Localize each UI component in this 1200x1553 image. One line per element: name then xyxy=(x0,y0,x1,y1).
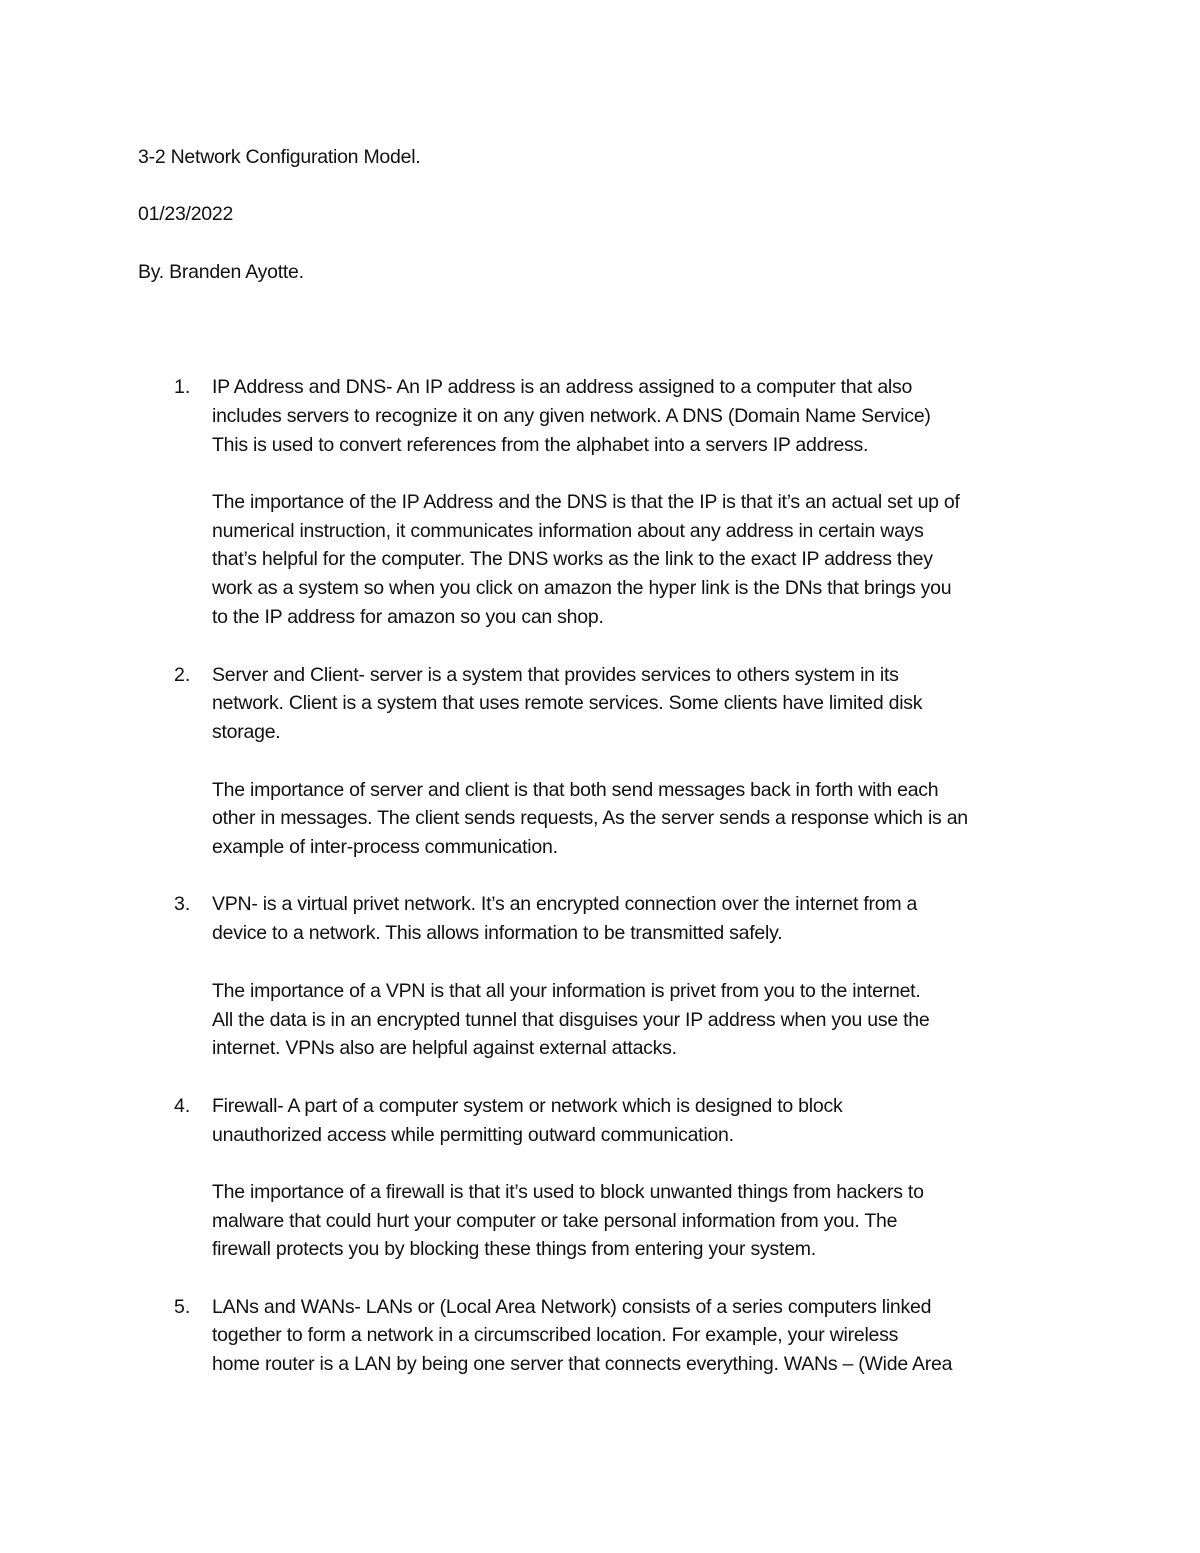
list-item-line: storage. xyxy=(212,721,281,743)
list-item-line: network. Client is a system that uses remote services. Some clients have limited disk xyxy=(212,692,923,714)
list-item-number: 5. xyxy=(174,1296,191,1318)
list-item-line: malware that could hurt your computer or take personal information from you. The xyxy=(212,1210,898,1232)
document-author: By. Branden Ayotte. xyxy=(138,261,304,283)
list-item-line: The importance of a VPN is that all your information is privet from you to the internet. xyxy=(212,980,921,1002)
list-item-line: Firewall- A part of a computer system or network which is designed to block xyxy=(212,1095,843,1117)
list-item-line: other in messages. The client sends requests, As the server sends a response which is an xyxy=(212,807,968,829)
list-item-line: All the data is in an encrypted tunnel that disguises your IP address when you use the xyxy=(212,1009,930,1031)
document-title: 3-2 Network Configuration Model. xyxy=(138,146,421,168)
list-item-line: internet. VPNs also are helpful against external attacks. xyxy=(212,1037,677,1059)
list-item-line: to the IP address for amazon so you can shop. xyxy=(212,606,604,628)
list-item-line: IP Address and DNS- An IP address is an address assigned to a computer that also xyxy=(212,376,913,398)
list-item-number: 2. xyxy=(174,664,191,686)
list-item-line: example of inter-process communication. xyxy=(212,836,558,858)
list-item-line: This is used to convert references from the alphabet into a servers IP address. xyxy=(212,434,869,456)
list-item-line: includes servers to recognize it on any given network. A DNS (Domain Name Service) xyxy=(212,405,931,427)
list-item-line: home router is a LAN by being one server that connects everything. WANs – (Wide Area xyxy=(212,1353,953,1375)
list-item-line: together to form a network in a circumscribed location. For example, your wireless xyxy=(212,1324,899,1346)
list-item-line: numerical instruction, it communicates information about any address in certain ways xyxy=(212,520,924,542)
list-item-line: firewall protects you by blocking these things from entering your system. xyxy=(212,1238,816,1260)
list-item-line: The importance of the IP Address and the DNS is that the IP is that it’s an actual set up of xyxy=(212,491,960,513)
list-item-number: 4. xyxy=(174,1095,191,1117)
list-item-line: Server and Client- server is a system that provides services to others system in its xyxy=(212,664,899,686)
list-item-number: 1. xyxy=(174,376,191,398)
list-item-line: unauthorized access while permitting outward communication. xyxy=(212,1124,734,1146)
list-item-line: VPN- is a virtual privet network. It’s an encrypted connection over the internet from a xyxy=(212,893,918,915)
list-item-line: The importance of a firewall is that it’s used to block unwanted things from hackers to xyxy=(212,1181,924,1203)
list-item-number: 3. xyxy=(174,893,191,915)
document-date: 01/23/2022 xyxy=(138,203,234,225)
list-item-line: The importance of server and client is that both send messages back in forth with each xyxy=(212,779,939,801)
list-item-line: device to a network. This allows information to be transmitted safely. xyxy=(212,922,783,944)
list-item-line: LANs and WANs- LANs or (Local Area Network) consists of a series computers linked xyxy=(212,1296,932,1318)
list-item-line: work as a system so when you click on amazon the hyper link is the DNs that brings you xyxy=(212,577,952,599)
list-item-line: that’s helpful for the computer. The DNS works as the link to the exact IP address they xyxy=(212,548,933,570)
